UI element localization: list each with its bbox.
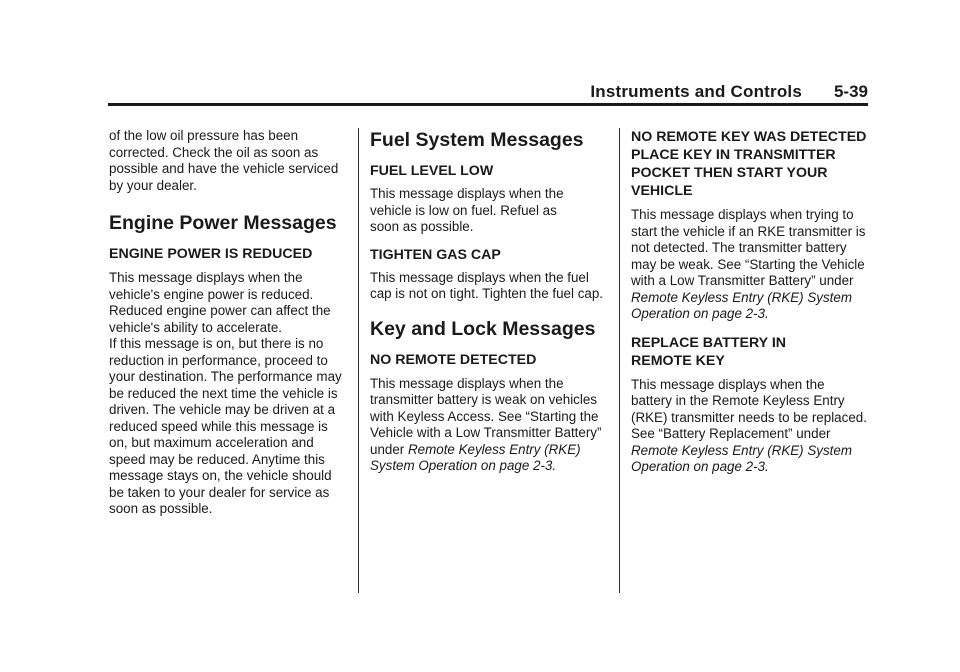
header-rule [108,103,868,106]
column-3 [631,128,867,476]
subheading-no-remote-key-detected: NO REMOTE KEY WAS DETECTED PLACE KEY IN TRANSMITTER POCKET THEN START YOUR VEHICLE [631,129,867,199]
tighten-gas-cap-paragraph: This message displays when the fuel cap is not on tight. Tighten the fuel cap. [370,269,604,301]
subheading-fuel-level-low: FUEL LEVEL LOW [370,163,494,179]
column-1 [109,128,345,518]
column-divider-1 [358,128,359,593]
intro-paragraph: of the low oil pressure has been corrected. Check the oil as soon as possible and have the vehicle serviced by your dealer. [109,128,339,193]
no-remote-detected-paragraph: This message displays when the transmitter battery is weak on vehicles with Keyless Access. See “Starting the Vehicle with a Low Transmitter Battery” under Remote Keyless Entry (RKE) System Operation on page 2-3. [370,375,602,473]
engine-power-paragraph-1: This message displays when the vehicle's engine power is reduced. Reduced engine power can affect the vehicle's ability to accelerate. [109,270,331,335]
chapter-title: Instruments and Controls [590,82,802,101]
column-2 [370,128,606,475]
page-number: 5-39 [833,82,868,101]
engine-power-paragraph-2: If this message is on, but there is no reduction in performance, proceed to your destination. The performance may be reduced the next time the vehicle is driven. The vehicle may be driven at a reduced speed while this message is on, but maximum acceleration and speed may be reduced. Anytime this message stays on, the vehicle should be taken to your dealer for service as soon as possible. [109,336,342,516]
subheading-tighten-gas-cap: TIGHTEN GAS CAP [370,246,501,263]
subheading-no-remote-detected: NO REMOTE DETECTED [370,351,537,368]
cross-reference: Remote Keyless Entry (RKE) System Operation on page 2-3. [370,441,581,473]
cross-reference: Remote Keyless Entry (RKE) System Operation on page 2-3. [631,442,853,474]
column-divider-2 [619,128,620,593]
fuel-level-low-paragraph: This message displays when the vehicle is low on fuel. Refuel as soon as possible. [370,186,564,234]
subheading-replace-battery: REPLACE BATTERY IN REMOTE KEY [631,334,787,369]
cross-reference: Remote Keyless Entry (RKE) System Operation on page 2-3. [631,289,853,321]
subheading-engine-power-reduced: ENGINE POWER IS REDUCED [109,246,313,262]
section-title-fuel-system: Fuel System Messages [370,129,584,151]
no-remote-key-paragraph: This message displays when trying to start the vehicle if an RKE transmitter is not detected. The transmitter battery may be weak. See “Starting the Vehicle with a Low Transmitter Battery” under Remote Keyless Entry (RKE) System Operation on page 2-3. [631,207,866,321]
replace-battery-paragraph: This message displays when the battery in the Remote Keyless Entry (RKE) transmitter needs to be replaced. See “Battery Replacement” under Remote Keyless Entry (RKE) System Operation on page 2-3. [631,376,867,474]
section-title-key-and-lock: Key and Lock Messages [370,317,596,340]
section-title-engine-power: Engine Power Messages [109,212,337,234]
